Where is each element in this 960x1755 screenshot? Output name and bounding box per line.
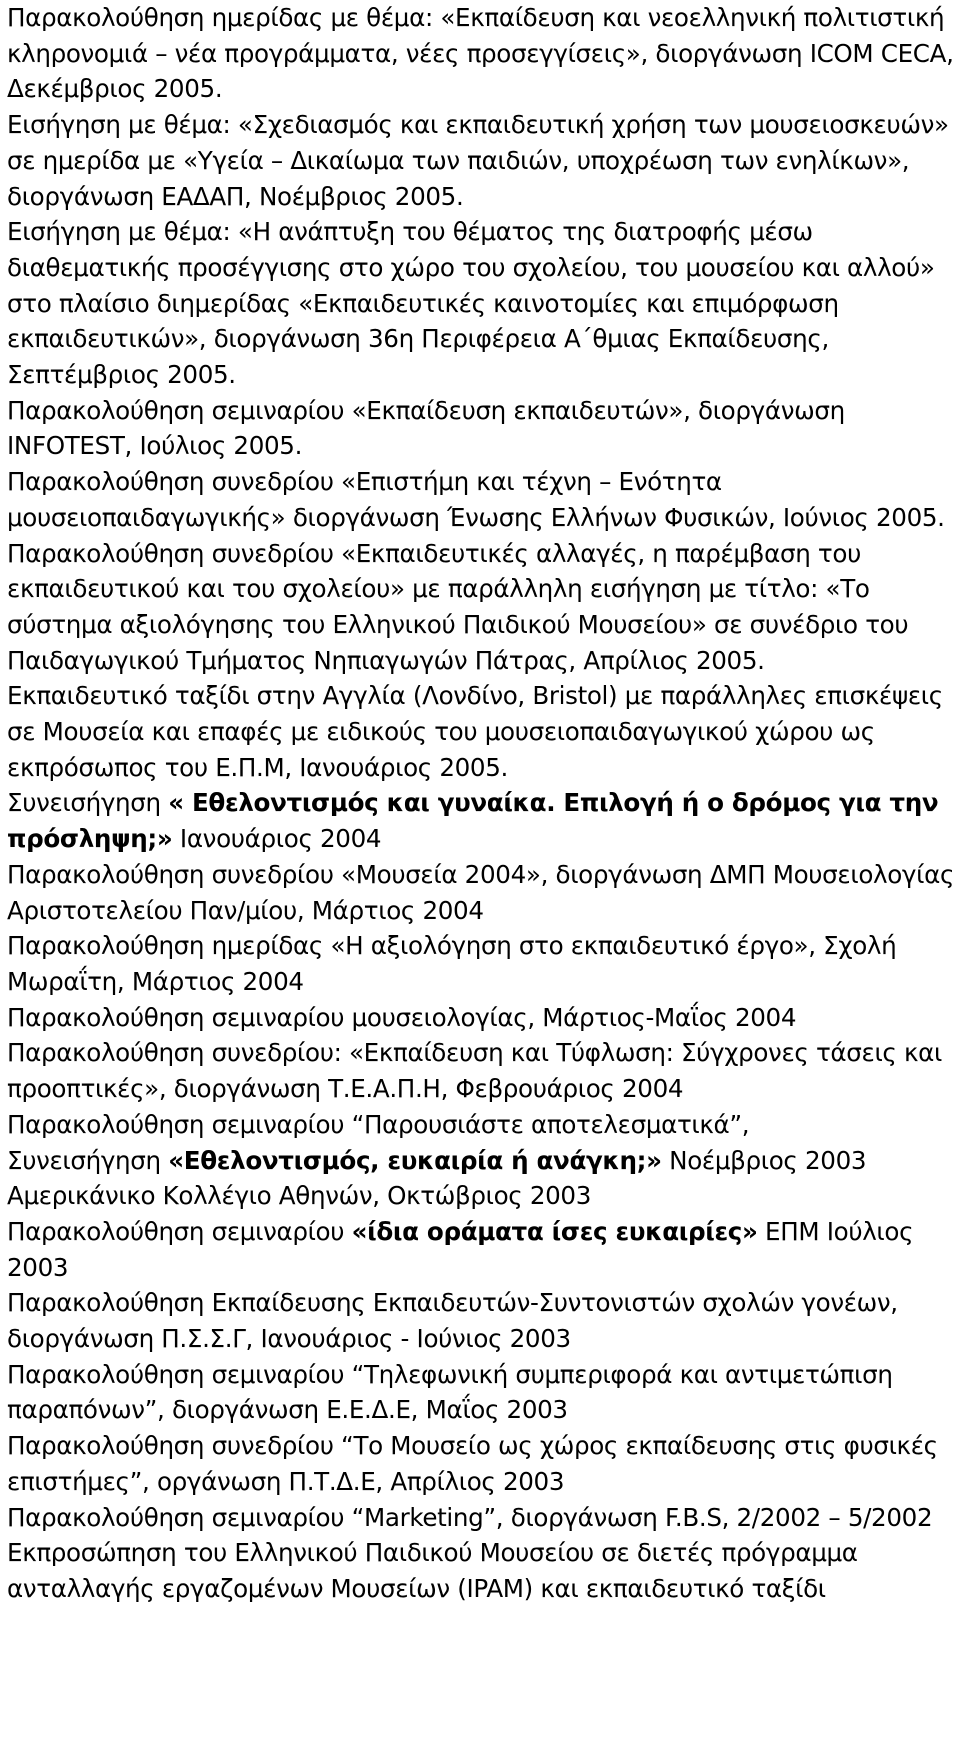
entry-16-pre: Παρακολούθηση σεμιναρίου [7, 1216, 352, 1246]
entry-3: Εισήγηση με θέμα: «Η ανάπτυξη του θέματος της διατροφής μέσω διαθεματικής προσέγγισης στο χώρο του σχολείου, του μουσείου και αλλού» στο πλαίσιο διημερίδας «Εκπαιδευτικές καινοτομίες και επιμόρφωση εκπαιδευτικών», διοργάνωση 36η Περιφέρεια Α΄θμιας Εκπαίδευσης, Σεπτέμβριος 2005. [7, 217, 935, 390]
entry-17: Παρακολούθηση Εκπαίδευσης Εκπαιδευτών-Συντονιστών σχολών γονέων, διοργάνωση Π.Σ.Σ.Γ, Ιανουάριος - Ιούνιος 2003 [7, 1288, 898, 1354]
entry-12: Παρακολούθηση συνεδρίου: «Εκπαίδευση και Τύφλωση: Σύγχρονες τάσεις και προοπτικές», διοργάνωση Τ.Ε.Α.Π.Η, Φεβρουάριος 2004 [7, 1038, 942, 1104]
entry-16 [7, 1214, 956, 1285]
entry-8-pre: Συνεισήγηση [7, 788, 169, 818]
entry-2: Εισήγηση με θέμα: «Σχεδιασμός και εκπαιδευτική χρήση των μουσειοσκευών» σε ημερίδα με «Υγεία – Δικαίωμα των παιδιών, υποχρέωση των ενηλίκων», διοργάνωση ΕΑΔΑΠ, Νοέμβριος 2005. [7, 110, 949, 211]
entry-14-bold-title: «Εθελοντισμός, ευκαιρία ή ανάγκη;» [168, 1145, 662, 1175]
entry-6: Παρακολούθηση συνεδρίου «Εκπαιδευτικές αλλαγές, η παρέμβαση του εκπαιδευτικού και του σχολείου» με παράλληλη εισήγηση με τίτλο: «Το σύστημα αξιολόγησης του Ελληνικού Παιδικού Μουσείου» σε συνέδριο του Παιδαγωγικού Τμήματος Νηπιαγωγών Πάτρας, Απρίλιος 2005. [7, 538, 909, 675]
entry-16-bold-title: «ίδια οράματα ίσες ευκαιρίες» [351, 1216, 758, 1246]
entry-20: Παρακολούθηση σεμιναρίου “Marketing”, διοργάνωση F.B.S, 2/2002 – 5/2002 [7, 1502, 933, 1532]
entry-21: Εκπροσώπηση του Ελληνικού Παιδικού Μουσείου σε διετές πρόγραμμα ανταλλαγής εργαζομένων Μουσείων (IPAM) και εκπαιδευτικό ταξίδι [7, 1538, 858, 1603]
entry-14-post: Νοέμβριος 2003 [661, 1145, 867, 1175]
entry-13: Παρακολούθηση σεμιναρίου “Παρουσιάστε αποτελεσματικά”, [7, 1109, 750, 1139]
entry-1: Παρακολούθηση ημερίδας με θέμα: «Εκπαίδευση και νεοελληνική πολιτιστική κληρονομιά – νέα προγράμματα, νέες προσεγγίσεις», διοργάνωση ICOM CECA, Δεκέμβριος 2005. [7, 3, 954, 104]
entry-19: Παρακολούθηση συνεδρίου “Το Μουσείο ως χώρος εκπαίδευσης στις φυσικές επιστήμες”, οργάνωση Π.Τ.Δ.Ε, Απρίλιος 2003 [7, 1431, 938, 1496]
entry-18: Παρακολούθηση σεμιναρίου “Τηλεφωνική συμπεριφορά και αντιμετώπιση παραπόνων”, διοργάνωση Ε.Ε.Δ.Ε, Μαΐος 2003 [7, 1359, 893, 1425]
entry-11: Παρακολούθηση σεμιναρίου μουσειολογίας, Μάρτιος-Μαΐος 2004 [7, 1002, 797, 1032]
entry-4: Παρακολούθηση σεμιναρίου «Εκπαίδευση εκπαιδευτών», διοργάνωση INFOTEST, Ιούλιος 2005. [7, 395, 845, 461]
entry-14 [7, 1143, 956, 1179]
entry-7: Εκπαιδευτικό ταξίδι στην Αγγλία (Λονδίνο, Bristol) με παράλληλες επισκέψεις σε Μουσεία και επαφές με ειδικούς του μουσειοπαιδαγωγικού χώρου ως εκπρόσωπος του Ε.Π.Μ, Ιανουάριος 2005. [7, 681, 943, 782]
entry-10: Παρακολούθηση ημερίδας «Η αξιολόγηση στο εκπαιδευτικό έργο», Σχολή Μωραΐτη, Μάρτιος 2004 [7, 931, 897, 996]
entry-15: Αμερικάνικο Κολλέγιο Αθηνών, Οκτώβριος 2003 [7, 1181, 592, 1211]
entry-8 [7, 785, 956, 856]
entry-8-post: Ιανουάριος 2004 [172, 824, 382, 854]
entry-14-pre: Συνεισήγηση [7, 1145, 169, 1175]
entry-5: Παρακολούθηση συνεδρίου «Επιστήμη και τέχνη – Ενότητα μουσειοπαιδαγωγικής» διοργάνωση Ένωσης Ελλήνων Φυσικών, Ιούνιος 2005. [7, 467, 945, 532]
entry-16-post: ΕΠΜ Ιούλιος 2003 [7, 1216, 914, 1282]
entry-8-bold-title: « Εθελοντισμός και γυναίκα. Επιλογή ή ο δρόμος για την πρόσληψη;» [7, 788, 939, 854]
entry-9: Παρακολούθηση συνεδρίου «Μουσεία 2004», διοργάνωση ΔΜΠ Μουσειολογίας Αριστοτελείου Παν/μίου, Μάρτιος 2004 [7, 859, 955, 925]
